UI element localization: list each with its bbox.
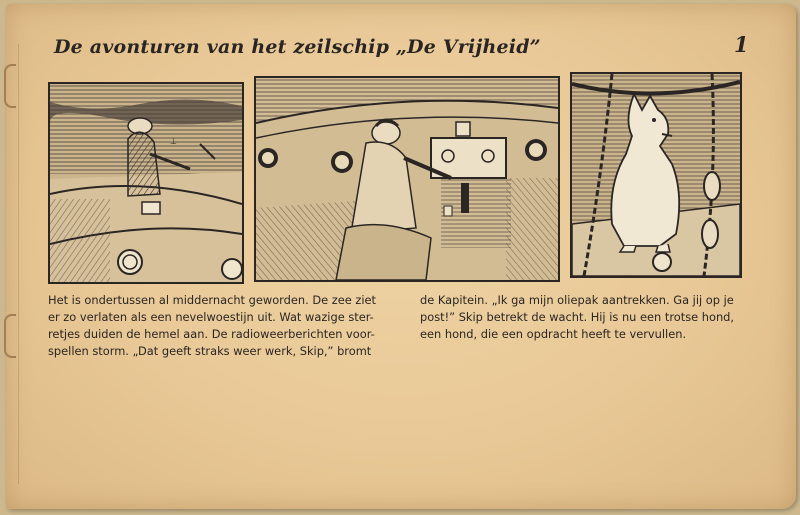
binding-ring [4,314,16,358]
binding-ring [4,64,16,108]
caption-line: er zo verlaten als een nevelwoestijn uit. Wat wazige ster- [48,310,374,324]
caption-line: een hond, die een opdracht heeft te vervullen. [420,327,687,341]
dog-skip-illustration [572,74,740,276]
caption-line: de Kapitein. „Ik ga mijn oliepak aantrekken. Ga jij op je [420,293,734,307]
caption-line: Het is ondertussen al middernacht geworden. De zee ziet [48,293,376,307]
captain-helm-illustration [50,84,242,282]
comic-panel-captain-helm [48,82,244,284]
svg-text:⊥: ⊥ [170,137,177,146]
caption-line: spellen storm. „Dat geeft straks weer werk, Skip,” bromt [48,344,372,358]
comic-panel-radio-room [254,76,560,282]
radio-room-illustration [256,78,558,280]
page-number: 1 [734,32,749,57]
comic-panel-dog-skip [570,72,742,278]
caption-line: retjes duiden de hemel aan. De radioweerberichten voor- [48,327,375,341]
spiral-binding [6,44,19,484]
caption-right [420,292,760,343]
caption-left [48,292,394,360]
caption-line: post!” Skip betrekt de wacht. Hij is nu een trotse hond, [420,310,735,324]
page-title: De avonturen van het zeilschip „De Vrijheid” [54,36,541,58]
comic-page-sheet [6,4,796,509]
